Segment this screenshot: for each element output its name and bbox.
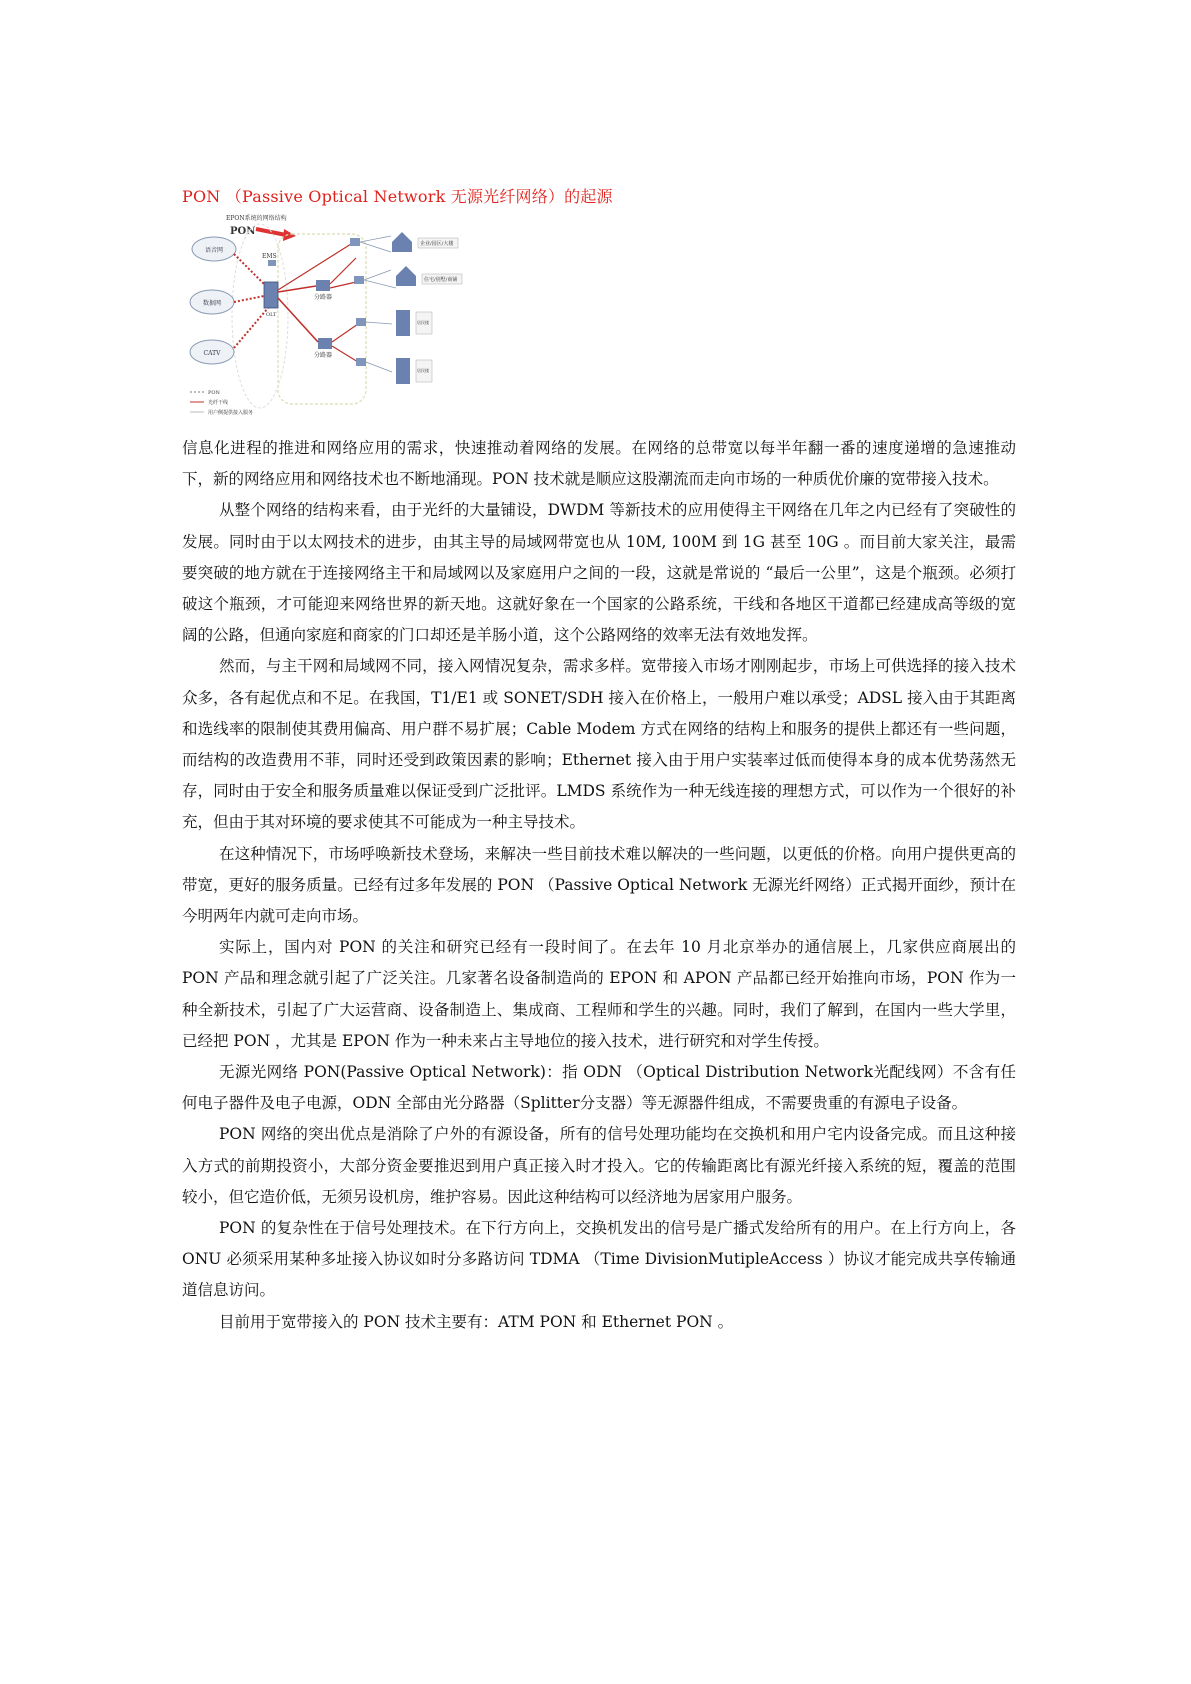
paragraph: PON 的复杂性在于信号处理技术。在下行方向上，交换机发出的信号是广播式发给所有的用户。在上行方向上，各 ONU 必须采用某种多址接入协议如时分多路访问 TDMA （Time DivisionMutipleAccess ）协议才能完成共享传输通道信息访问。 (182, 1219, 1016, 1300)
svg-text:居民楼: 居民楼 (417, 368, 429, 373)
svg-text:分路器: 分路器 (314, 294, 333, 301)
paragraph: 无源光网络 PON(Passive Optical Network)：指 ODN （Optical Distribution Network光配线网）不含有任何电子器件及电子电源，ODN 全部由光分路器（Splitter分支器）等无源器件组成，不需要贵重的有源电子设备。 (182, 1063, 1016, 1113)
splitter-1 (314, 280, 332, 301)
cloud-voice (192, 237, 236, 261)
onu-1 (350, 238, 360, 246)
svg-text:OLT: OLT (266, 312, 277, 318)
svg-text:分路器: 分路器 (314, 352, 333, 359)
svg-text:数据网: 数据网 (202, 300, 222, 307)
svg-text:住宅/别墅/商铺: 住宅/别墅/商铺 (424, 277, 458, 283)
paragraph: 然而，与主干网和局域网不同，接入网情况复杂，需求多样。宽带接入市场才刚刚起步，市场上可供选择的接入技术众多，各有起优点和不足。在我国，T1/E1 或 SONET/SDH 接入在价格上，一般用户难以承受；ADSL 接入由于其距离和选线率的限制使其费用偏高、用户群不易扩展；Cable Modem 方式在网络的结构上和服务的提供上都还有一些问题，而结构的改造费用不菲，同时还受到政策因素的影响；Ethernet 接入由于用户实装率过低而使得本身的成本优势荡然无存，同时由于安全和服务质量难以保证受到广泛批评。LMDS 系统作为一种无线连接的理想方式，可以作为一个很好的补充，但由于其对环境的要求使其不可能成为一种主导技术。 (182, 657, 1016, 832)
paragraph: PON 网络的突出优点是消除了户外的有源设备，所有的信号处理功能均在交换机和用户宅内设备完成。而且这种接入方式的前期投资小，大部分资金要推迟到用户真正接入时才投入。它的传输距离比有源光纤接入系统的短，覆盖的范围较小，但它造价低，无须另设机房，维护容易。因此这种结构可以经济地为居家用户服务。 (182, 1125, 1016, 1206)
svg-text:居民楼: 居民楼 (417, 320, 429, 325)
cloud-data (190, 290, 234, 314)
svg-text:PON: PON (208, 390, 220, 396)
paragraph: 目前用于宽带接入的 PON 技术主要有：ATM PON 和 Ethernet PON 。 (219, 1312, 734, 1331)
cloud-catv (190, 340, 234, 364)
diagram-legend (190, 390, 253, 416)
epon-network-diagram (186, 212, 486, 420)
paragraph: 从整个网络的结构来看，由于光纤的大量铺设，DWDM 等新技术的应用使得主干网络在几年之内已经有了突破性的发展。同时由于以太网技术的进步，由其主导的局域网带宽也从 10M, 100M 到 1G 甚至 10G 。而目前大家关注，最需要突破的地方就在于连接网络主干和局域网以及家庭用户之间的一段，这就是常说的 “最后一公里”，这是个瓶颈。必须打破这个瓶颈，才可能迎来网络世界的新天地。这就好象在一个国家的公路系统，干线和各地区干道都已经建成高等级的宽阔的公路，但通向家庭和商家的门口却还是羊肠小道，这个公路网络的效率无法有效地发挥。 (182, 501, 1016, 645)
svg-text:EMS: EMS (262, 253, 277, 260)
paragraph: 信息化进程的推进和网络应用的需求，快速推动着网络的发展。在网络的总带宽以每半年翻一番的速度递增的急速推动下，新的网络应用和网络技术也不断地涌现。PON 技术就是顺应这股潮流而走向市场的一种质优价廉的宽带接入技术。 (182, 439, 1016, 489)
onu-4 (356, 358, 366, 366)
diagram-header: EPON系统的网络结构 (226, 215, 287, 222)
onu-2 (354, 276, 364, 284)
paragraph: 实际上，国内对 PON 的关注和研究已经有一段时间了。在去年 10 月北京举办的通信展上，几家供应商展出的 PON 产品和理念就引起了广泛关注。几家著名设备制造尚的 EPON 和 APON 产品都已经开始推向市场，PON 作为一种全新技术，引起了广大运营商、设备制造上、集成商、工程师和学生的兴趣。同时，我们了解到，在国内一些大学里，已经把 PON ，尤其是 EPON 作为一种未来占主导地位的接入技术，进行研究和对学生传授。 (182, 938, 1016, 1050)
svg-text:CATV: CATV (203, 350, 221, 357)
paragraph: 在这种情况下，市场呼唤新技术登场，来解决一些目前技术难以解决的一些问题，以更低的价格。向用户提供更高的带宽，更好的服务质量。已经有过多年发展的 PON （Passive Optical Network 无源光纤网络）正式揭开面纱，预计在今明两年内就可走向市场。 (182, 844, 1016, 926)
svg-text:企业/园区/大楼: 企业/园区/大楼 (420, 241, 454, 247)
destination-enterprise (392, 232, 458, 252)
olt-device (264, 282, 278, 318)
diagram-pon-label: PON (230, 226, 256, 237)
svg-text:光纤干线: 光纤干线 (208, 400, 229, 406)
document-title: PON （Passive Optical Network 无源光纤网络）的起源 (182, 187, 613, 206)
destination-residence (396, 266, 462, 286)
svg-text:用户侧提供接入服务: 用户侧提供接入服务 (208, 410, 254, 416)
ems-device (268, 260, 276, 266)
onu-3 (356, 318, 366, 326)
destination-apartment-1 (396, 310, 432, 336)
svg-text:语音网: 语音网 (204, 247, 224, 254)
destination-apartment-2 (396, 358, 432, 384)
document-body (182, 433, 1016, 1338)
